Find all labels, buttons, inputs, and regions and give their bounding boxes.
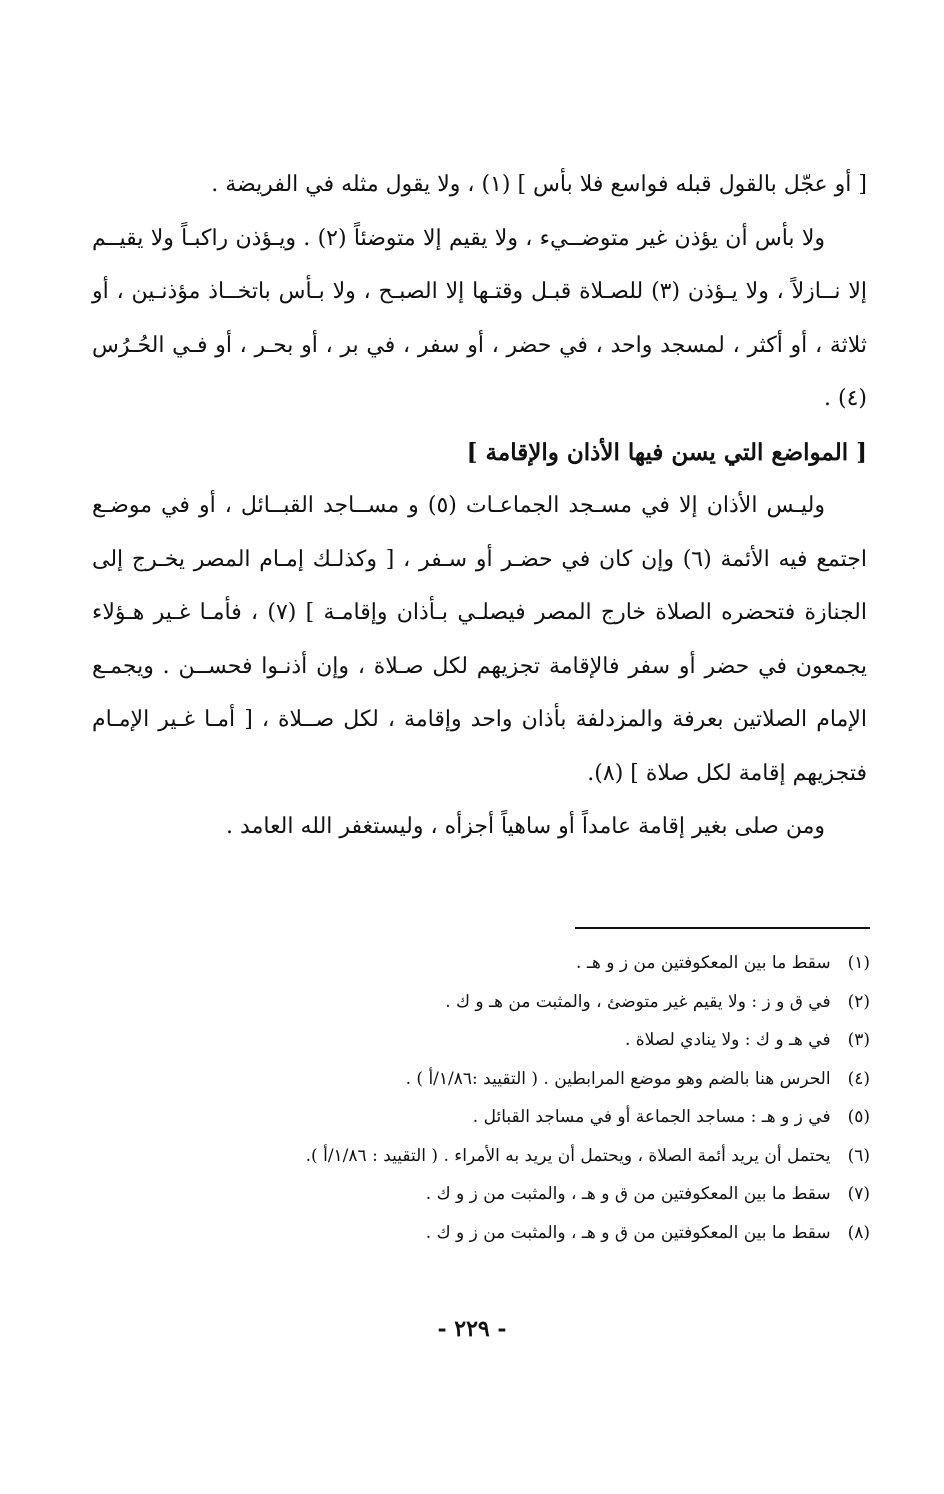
footnote-text: سقط ما بين المعكوفتين من ق و هـ ، والمثبت من ز و ك . [425, 1184, 831, 1204]
footnote-number: (٧) [847, 1184, 870, 1204]
footnote-item [150, 1137, 870, 1176]
footnote-item [150, 1098, 870, 1137]
footnote-text: يحتمل أن يريد أئمة الصلاة ، ويحتمل أن يريد به الأمراء . ( التقييد : ١/٨٦/أ ). [305, 1145, 831, 1166]
footnote-number: (٣) [847, 1030, 870, 1050]
footnote-item [150, 983, 870, 1022]
main-text [92, 158, 867, 854]
section-heading: [ المواضع التي يسن فيها الأذان والإقامة ] [466, 438, 867, 466]
footnote-text: سقط ما بين المعكوفتين من ق و هـ ، والمثبت من ز و ك . [425, 1222, 831, 1243]
footnote-number: (٥) [847, 1107, 870, 1127]
footnote-text: في ز و هـ : مساجد الجماعة أو في مساجد القبائل . [472, 1107, 831, 1127]
footnote-divider [575, 927, 870, 929]
footnote-item [150, 1060, 870, 1099]
footnote-text: في هـ و ك : ولا ينادي لصلاة . [624, 1030, 831, 1050]
footnote-text: سقط ما بين المعكوفتين من ز و هـ . [576, 953, 831, 973]
page-number: - ٢٢٩ - [437, 1316, 507, 1342]
footnotes-list [150, 944, 870, 1252]
footnote-text: الحرس هنا بالضم وهو موضع المرابطين . ( التقييد :١/٨٦/أ ) . [405, 1068, 831, 1089]
paragraph-4: ومن صلى بغير إقامة عامداً أو ساهياً أجزأه ، وليستغفر الله العامد . [226, 814, 825, 839]
footnote-item [150, 944, 870, 983]
footnote-number: (٢) [847, 991, 870, 1012]
footnote-number: (٨) [847, 1222, 870, 1243]
footnote-item [150, 1214, 870, 1253]
footnote-text: في ق و ز : ولا يقيم غير متوضئ ، والمثبت من هـ و ك . [445, 991, 831, 1012]
footnote-item [150, 1175, 870, 1214]
footnote-number: (٦) [847, 1145, 870, 1166]
paragraph-1: [ أو عجّل بالقول قبله فواسع فلا بأس ] (١) ، ولا يقول مثله في الفريضة . [211, 172, 867, 197]
paragraph-3: وليـس الأذان إلا في مسـجد الجماعـات (٥) و مســاجد القبــائل ، أو في موضـع اجتمع فيه الأئمة (٦) وإن كان في حضـر أو سـفر ، [ وكذلـك إمـام المصر يخـرج إلى الجنازة فتحضره الصلاة خارج المصر فيصلـي بـأذان وإقامـة ] (٧) ، فأمـا غـير هـؤلاء يجمعون في حضر أو سفر فالإقامة تجزيهم لكل صـلاة ، وإن أذنـوا فحســن . ويجمـع الإمام الصلاتين بعرفة والمزدلفة بأذان واحد وإقامة ، لكل صــلاة ، [ أمـا غـير الإمـام فتجزيهم إقامة لكل صلاة ] (٨). [92, 493, 867, 786]
paragraph-2: ولا بأس أن يؤذن غير متوضــيء ، ولا يقيم إلا متوضئاً (٢) . ويـؤذن راكبـاً ولا يقيــم إلا نــازلاً ، ولا يـؤذن (٣) للصـلاة قبـل وقتـها إلا الصبـح ، ولا بـأس باتخــاذ مؤذنـين ، أو ثلاثة ، أو أكثر ، لمسجد واحد ، في حضر ، أو سفر ، في بر ، أو بحـر ، أو فـي الحُـرُس (٤) . [92, 225, 867, 411]
footnote-number: (٤) [847, 1068, 870, 1089]
footnote-number: (١) [847, 953, 870, 973]
footnote-item [150, 1021, 870, 1060]
